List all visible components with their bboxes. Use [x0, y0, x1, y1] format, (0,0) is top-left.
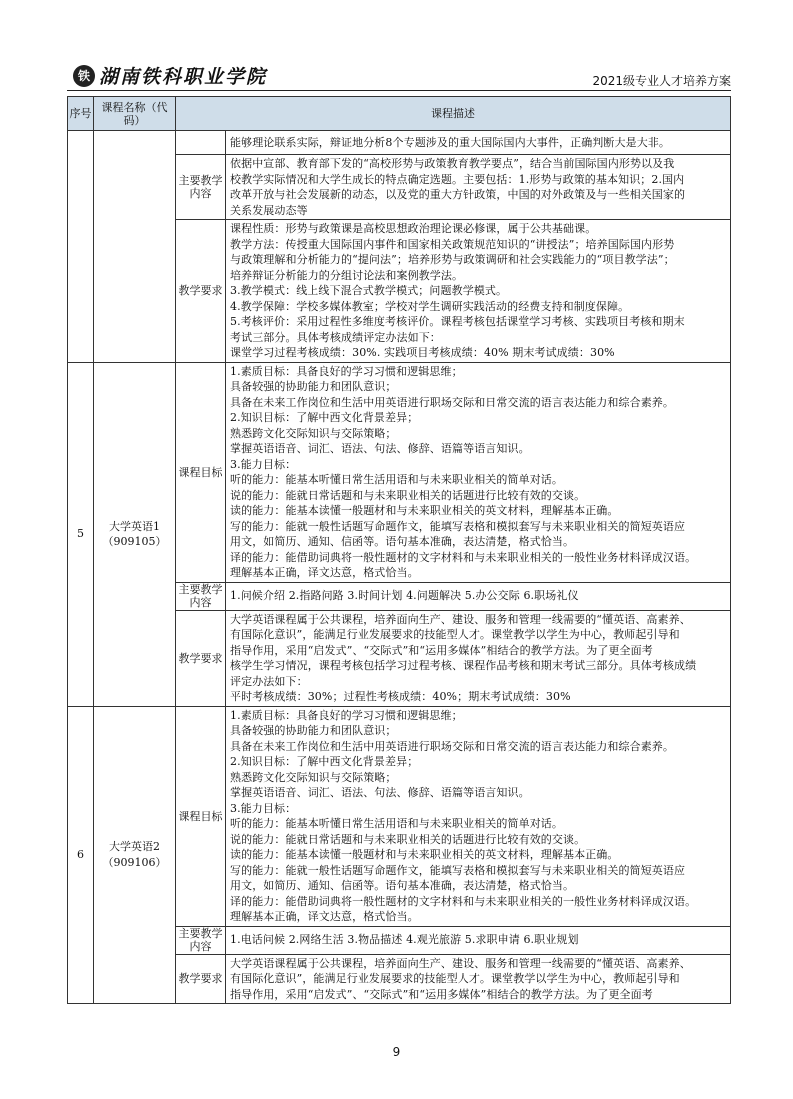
category-cell-empty [176, 131, 226, 155]
course-name-cell: 大学英语1 （909105） [94, 362, 176, 706]
goal-label: 课程目标 [176, 362, 226, 582]
school-logo [73, 62, 267, 89]
content-label: 主要教学内容 [176, 155, 226, 220]
requirement-text: 课程性质：形势与政策课是高校思想政治理论课必修课，属于公共基础课。 教学方法：传授重大国际国内事件和国家相关政策规范知识的“讲授法”；培养国际国内形势 与政策理解和分析能力的“提问法”；培养形势与政策调研和社会实践能力的“项目教学法”； 培养辩证分析能力的分组讨论法和案例教学法。 3.教学模式：线上线下混合式教学模式；问题教学模式。 4.教学保障：学校多媒体教室；学校对学生调研实践活动的经费支持和制度保障。 5.考核评价：采用过程性多维度考核评价。课程考核包括课堂学习考核、实践项目考核和期末 考试三部分。具体考核成绩评定办法如下： 课堂学习过程考核成绩：30%. 实践项目考核成绩：40% 期末考试成绩：30% [226, 220, 731, 363]
table-row [68, 362, 731, 582]
page-number: 9 [392, 1045, 401, 1059]
course-description-table [67, 96, 731, 1004]
table-row [68, 706, 731, 926]
page-header [67, 62, 731, 91]
content-text: 1.电话问候 2.网络生活 3.物品描述 4.观光旅游 5.求职申请 6.职业规划 [226, 926, 731, 954]
goal-continued-text: 能够理论联系实际，辩证地分析8个专题涉及的重大国际国内大事件，正确判断大是大非。 [226, 131, 731, 155]
requirement-text: 大学英语课程属于公共课程，培养面向生产、建设、服务和管理一线需要的“懂英语、高素养、 有国际化意识”，能满足行业发展要求的技能型人才。课堂教学以学生为中心，教师起引导和 指导作用，采用“启发式”、“交际式”和“运用多媒体”相结合的教学方法。为了更全面考 [226, 954, 731, 1004]
content-label: 主要教学内容 [176, 926, 226, 954]
content-text: 依据中宣部、教育部下发的“高校形势与政策教育教学要点”，结合当前国际国内形势以及我 校教学实际情况和大学生成长的特点确定选题。主要包括：1.形势与政策的基本知识；2.国内 改革开放与社会发展新的动态，以及党的重大方针政策，中国的对外政策及与一些相关国家的 关系发展动态等 [226, 155, 731, 220]
requirement-label: 教学要求 [176, 220, 226, 363]
content-text: 1.问候介绍 2.指路问路 3.时间计划 4.问题解决 5.办公交际 6.职场礼仪 [226, 582, 731, 610]
course-name-cell: 大学英语2 （909106） [94, 706, 176, 1004]
school-seal-icon: 铁 [73, 65, 95, 87]
goal-text: 1.素质目标：具备良好的学习习惯和逻辑思维； 具备较强的协助能力和团队意识； 具备在未来工作岗位和生活中用英语进行职场交际和日常交流的语言表达能力和综合素养。 2.知识目标：了解中西文化背景差异； 熟悉跨文化交际知识与交际策略； 掌握英语语音、词汇、语法、句法、修辞、语篇等语言知识。 3.能力目标： 听的能力：能基本听懂日常生活用语和与未来职业相关的简单对话。 说的能力：能就日常话题和与未来职业相关的话题进行比较有效的交谈。 读的能力：能基本读懂一般题材和与未来职业相关的英文材料，理解基本正确。 写的能力：能就一般性话题写命题作文，能填写表格和模拟套写与未来职业相关的简短英语应 用文，如简历、通知、信函等。语句基本准确，表达清楚，格式恰当。 译的能力：能借助词典将一般性题材的文字材料和与未来职业相关的一般性业务材料译成汉语。 理解基本正确，译文达意，格式恰当。 [226, 362, 731, 582]
table-row [68, 131, 731, 155]
table-header-row [68, 97, 731, 131]
header-description: 课程描述 [176, 97, 731, 131]
goal-text: 1.素质目标：具备良好的学习习惯和逻辑思维； 具备较强的协助能力和团队意识； 具备在未来工作岗位和生活中用英语进行职场交际和日常交流的语言表达能力和综合素养。 2.知识目标：了解中西文化背景差异； 熟悉跨文化交际知识与交际策略； 掌握英语语音、词汇、语法、句法、修辞、语篇等语言知识。 3.能力目标： 听的能力：能基本听懂日常生活用语和与未来职业相关的简单对话。 说的能力：能就日常话题和与未来职业相关的话题进行比较有效的交谈。 读的能力：能基本读懂一般题材和与未来职业相关的英文材料，理解基本正确。 写的能力：能就一般性话题写命题作文，能填写表格和模拟套写与未来职业相关的简短英语应 用文，如简历、通知、信函等。语句基本准确，表达清楚，格式恰当。 译的能力：能借助词典将一般性题材的文字材料和与未来职业相关的一般性业务材料译成汉语。 理解基本正确，译文达意，格式恰当。 [226, 706, 731, 926]
course-no-cell: 5 [68, 362, 94, 706]
document-title: 2021级专业人才培养方案 [592, 74, 731, 88]
no-cell-continued [68, 131, 94, 363]
name-cell-continued [94, 131, 176, 363]
requirement-text: 大学英语课程属于公共课程，培养面向生产、建设、服务和管理一线需要的“懂英语、高素养、 有国际化意识”，能满足行业发展要求的技能型人才。课堂教学以学生为中心，教师起引导和 指导作用，采用“启发式”、“交际式”和“运用多媒体”相结合的教学方法。为了更全面考 核学生学习情况，课程考核包括学习过程考核、课程作品考核和期末考试三部分。具体考核成绩 评定办法如下： 平时考核成绩：30%；过程性考核成绩：40%；期末考试成绩：30% [226, 610, 731, 706]
requirement-label: 教学要求 [176, 954, 226, 1004]
goal-label: 课程目标 [176, 706, 226, 926]
course-no-cell: 6 [68, 706, 94, 1004]
header-course-name: 课程名称（代码） [94, 97, 176, 131]
requirement-label: 教学要求 [176, 610, 226, 706]
school-name-calligraphy: 湖南铁科职业学院 [99, 66, 268, 88]
header-no: 序号 [68, 97, 94, 131]
content-label: 主要教学内容 [176, 582, 226, 610]
